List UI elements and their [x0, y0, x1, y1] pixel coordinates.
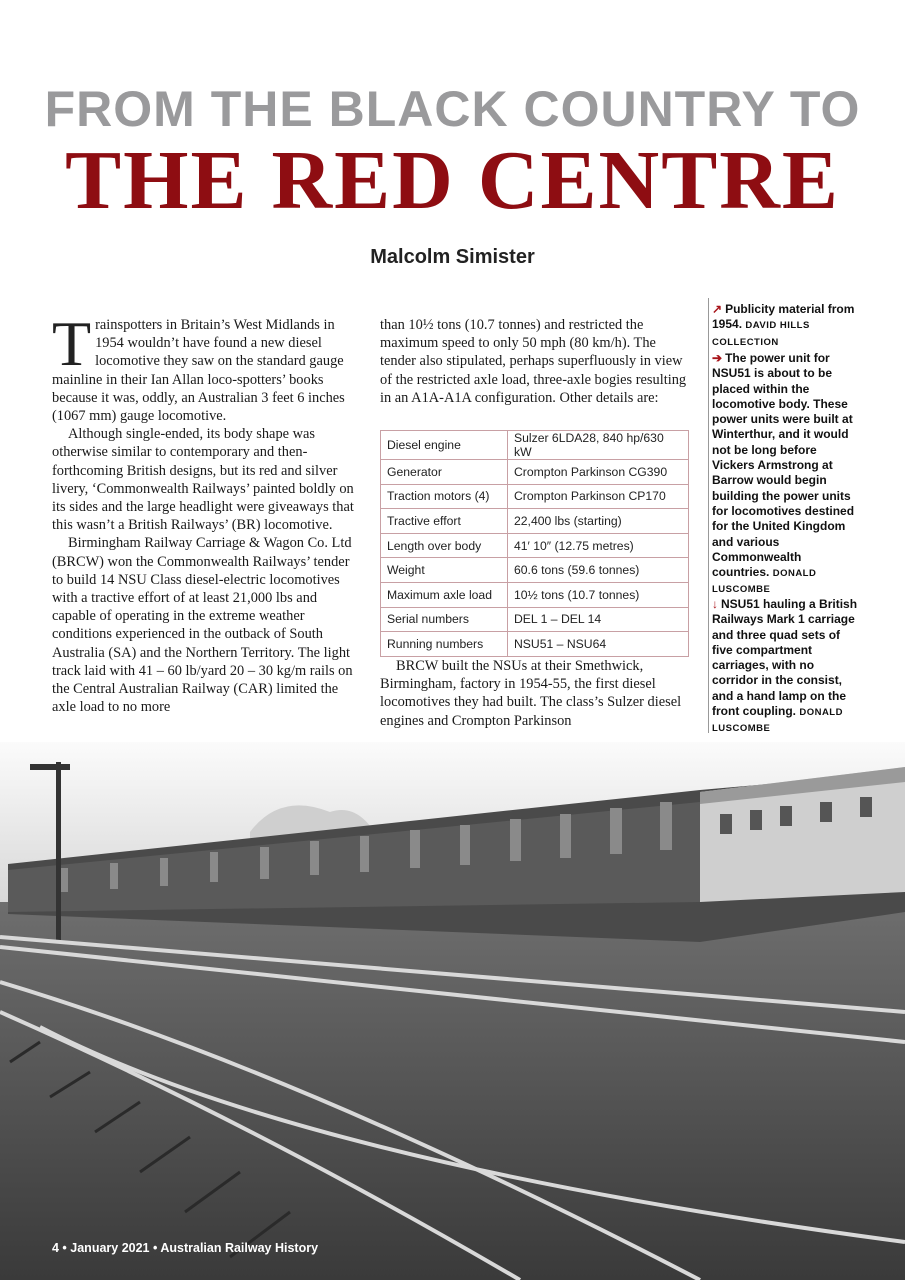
table-row: Maximum axle load 10½ tons (10.7 tonnes): [381, 582, 689, 607]
table-row: Tractive effort 22,400 lbs (starting): [381, 509, 689, 534]
paragraph-3: Birmingham Railway Carriage & Wagon Co. Ltd (BRCW) won the Commonwealth Railways’ tender to build 14 NSU Class diesel-electric locomotives with a tractive effort of at least 21,000 lbs and capable of operating in the extreme weather conditions experienced in the outback of South Australia (SA) and the Northern Territory. The light track laid with 41 – 60 lb/yard 20 – 30 kg/m rails on the Central Australian Railway (CAR) limited the axle load to no more: [52, 535, 353, 716]
arrow-down-icon: ↓: [712, 597, 718, 611]
table-row: Weight 60.6 tons (59.6 tonnes): [381, 558, 689, 583]
table-row: Length over body 41′ 10″ (12.75 metres): [381, 533, 689, 558]
paragraph-5: BRCW built the NSUs at their Smethwick, Birmingham, factory in 1954-55, the first diesel locomotives they had built. The class’s Sulzer diesel engines and Crompton Parkinson: [380, 658, 682, 729]
paragraph-1: Trainspotters in Britain’s West Midlands in 1954 wouldn’t have found a new diesel locomotive they saw on the standard gauge mainline in their Ian Allan loco-spotters’ books because it was, oddly, an Australian 3 feet 6 inches (1067 mm) gauge locomotive.: [52, 308, 345, 425]
title-line-2: THE RED CENTRE: [65, 134, 840, 227]
title-line-1: FROM THE BLACK COUNTRY TO: [44, 81, 861, 137]
author-byline: Malcolm Simister: [370, 246, 535, 268]
photo-credit: DONALD LUSCOMBE: [712, 707, 843, 735]
spec-table: [380, 430, 689, 657]
paragraph-2: Although single-ended, its body shape was otherwise similar to contemporary and then-forthcoming British designs, but its red and silver livery, ‘Commonwealth Railways’ painted boldly on its sides and the large headlight were giveaways that this wasn’t a British Railways’ (BR) locomotive.: [52, 426, 354, 534]
photo-credit: DAVID HILLS COLLECTION: [712, 320, 810, 348]
arrow-up-right-icon: ↗: [712, 302, 723, 316]
caption-power-unit: ➔ The power unit for NSU51 is about to be placed within the locomotive body. These power units were built at Winterthur, and it would not be long before Vickers Armstrong at Barrow would begin building the power units for locomotives destined for the United Kingdom and various Commonwealth countries. DONALD LUSCOMBE: [712, 351, 855, 596]
table-row: Generator Crompton Parkinson CG390: [381, 460, 689, 485]
arrow-right-icon: ➔: [712, 351, 723, 365]
table-row: Traction motors (4) Crompton Parkinson CP170: [381, 484, 689, 509]
article-column-1: [52, 308, 362, 716]
photo-credit: DONALD LUSCOMBE: [712, 568, 817, 596]
table-row: Serial numbers DEL 1 – DEL 14: [381, 607, 689, 632]
table-row: Diesel engine Sulzer 6LDA28, 840 hp/630 kW: [381, 431, 689, 460]
caption-divider: [708, 298, 709, 733]
drop-cap: T: [52, 308, 92, 379]
paragraph-4: than 10½ tons (10.7 tonnes) and restricted the maximum speed to only 50 mph (80 km/h). The tender also stipulated, perhaps superfluously in view of the restricted axle load, three-axle bogies resulting in an A1A-A1A configuration. Other details are:: [380, 317, 687, 406]
page-footer: 4 • January 2021 • Australian Railway History: [52, 1241, 319, 1255]
caption-nsu51: ↓ NSU51 hauling a British Railways Mark 1 carriage and three quad sets of five compartment carriages, with no corridor in the consist, and a hand lamp on the front coupling. DONALD LUSCOMBE: [712, 597, 858, 735]
railway-photo: [0, 742, 905, 1280]
caption-publicity: ↗ Publicity material from 1954. DAVID HILLS COLLECTION: [712, 302, 855, 348]
table-row: Running numbers NSU51 – NSU64: [381, 632, 689, 657]
